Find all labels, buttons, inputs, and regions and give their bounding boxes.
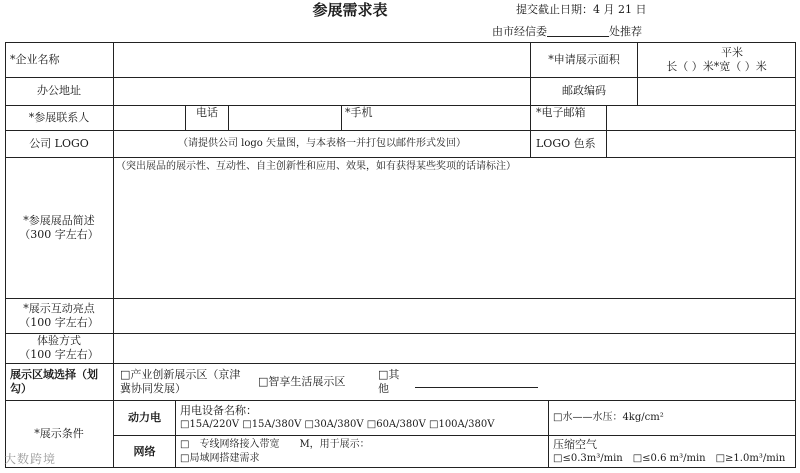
recommend-line — [492, 25, 642, 39]
experience-input[interactable] — [114, 334, 795, 363]
highlights-label: *展示互动亮点 — [23, 301, 95, 315]
logo-color-label: LOGO 色系 — [536, 136, 596, 150]
area-input[interactable] — [638, 43, 795, 77]
highlights-input[interactable] — [114, 299, 795, 333]
grid-line — [795, 42, 796, 468]
description-label: *参展展品简述 — [23, 213, 95, 227]
grid-line — [5, 467, 796, 468]
logo-color-input[interactable] — [607, 131, 795, 157]
recommend-suffix: 处推荐 — [609, 25, 642, 38]
zone-option-smart-life[interactable]: □智享生活展示区 — [258, 375, 346, 388]
air-cell — [553, 436, 793, 467]
power-options[interactable]: □15A/220V □15A/380V □30A/380V □60A/380V □100A/380V — [180, 419, 495, 430]
power-title: 用电设备名称： — [180, 404, 257, 417]
area-unit: 平米 — [721, 46, 743, 59]
description-label-cell — [5, 157, 113, 298]
description-note: （突出展品的展示性、互动性、自主创新性和应用、效果，如有获得某些奖项的话请标注） — [116, 161, 516, 172]
zone-option-other[interactable] — [378, 364, 538, 400]
network-cell — [180, 436, 546, 467]
highlights-label-cell — [5, 298, 113, 333]
address-input[interactable] — [114, 78, 529, 105]
water-option[interactable]: □水——水压：4kg/cm² — [553, 412, 664, 423]
email-input[interactable] — [607, 106, 795, 130]
email-label: *电子邮箱 — [536, 106, 586, 119]
deadline-text: 提交截止日期：4 月 21 日 — [516, 3, 647, 16]
air-title: 压缩空气 — [553, 437, 597, 451]
experience-sub: （100 字左右） — [19, 348, 99, 361]
watermark-logo: 大数跨境 — [4, 452, 57, 466]
company-name-input[interactable] — [114, 43, 529, 77]
power-label: 动力电 — [128, 411, 161, 424]
postcode-input[interactable] — [638, 78, 795, 105]
experience-label: 体验方式 — [37, 334, 81, 347]
highlights-sub: （100 字左右） — [19, 315, 99, 329]
area-dims: 长（ ）米*宽（ ）米 — [666, 60, 767, 73]
phone-input[interactable] — [229, 106, 341, 130]
address-label: 办公地址 — [37, 84, 81, 97]
contact-input[interactable] — [114, 106, 185, 130]
recommend-prefix: 由市经信委 — [492, 25, 547, 38]
description-sub: （300 字左右） — [19, 227, 99, 241]
conditions-label: *展示条件 — [34, 426, 84, 440]
experience-label-cell — [5, 333, 113, 363]
zone-other-blank[interactable] — [415, 376, 538, 388]
grid-line — [175, 400, 176, 468]
network-label: 网络 — [133, 444, 156, 458]
logo-note: （请提供公司 logo 矢量图，与本表格一并打包以邮件形式发回） — [178, 138, 466, 149]
grid-line — [548, 400, 549, 468]
phone-label: 电话 — [196, 106, 218, 119]
network-option-lan[interactable]: □局域网搭建需求 — [180, 452, 260, 464]
grid-line — [341, 105, 342, 130]
mobile-label: *手机 — [345, 106, 373, 119]
zone-option-other-label: □其他 — [378, 368, 400, 395]
contact-label: *参展联系人 — [28, 110, 90, 124]
zone-select-label: 展示区域选择（划勾） — [10, 368, 98, 395]
mobile-input[interactable] — [410, 106, 530, 130]
logo-label: 公司 LOGO — [29, 136, 89, 150]
air-options[interactable]: □≤0.3m³/min □≤0.6 m³/min □≥1.0m³/min — [553, 452, 786, 464]
postcode-label: 邮政编码 — [562, 84, 606, 97]
recommend-blank[interactable] — [547, 25, 609, 37]
network-option-dedicated[interactable]: □ 专线网络接入带宽 M，用于展示： — [180, 438, 370, 450]
zone-option-industry[interactable]: □产业创新展示区（京津冀协同发展） — [120, 368, 241, 395]
company-name-label: *企业名称 — [10, 52, 60, 66]
power-cell — [180, 401, 546, 435]
form-title: 参展需求表 — [312, 1, 388, 19]
area-label: *申请展示面积 — [548, 52, 620, 66]
description-input[interactable] — [114, 176, 795, 298]
